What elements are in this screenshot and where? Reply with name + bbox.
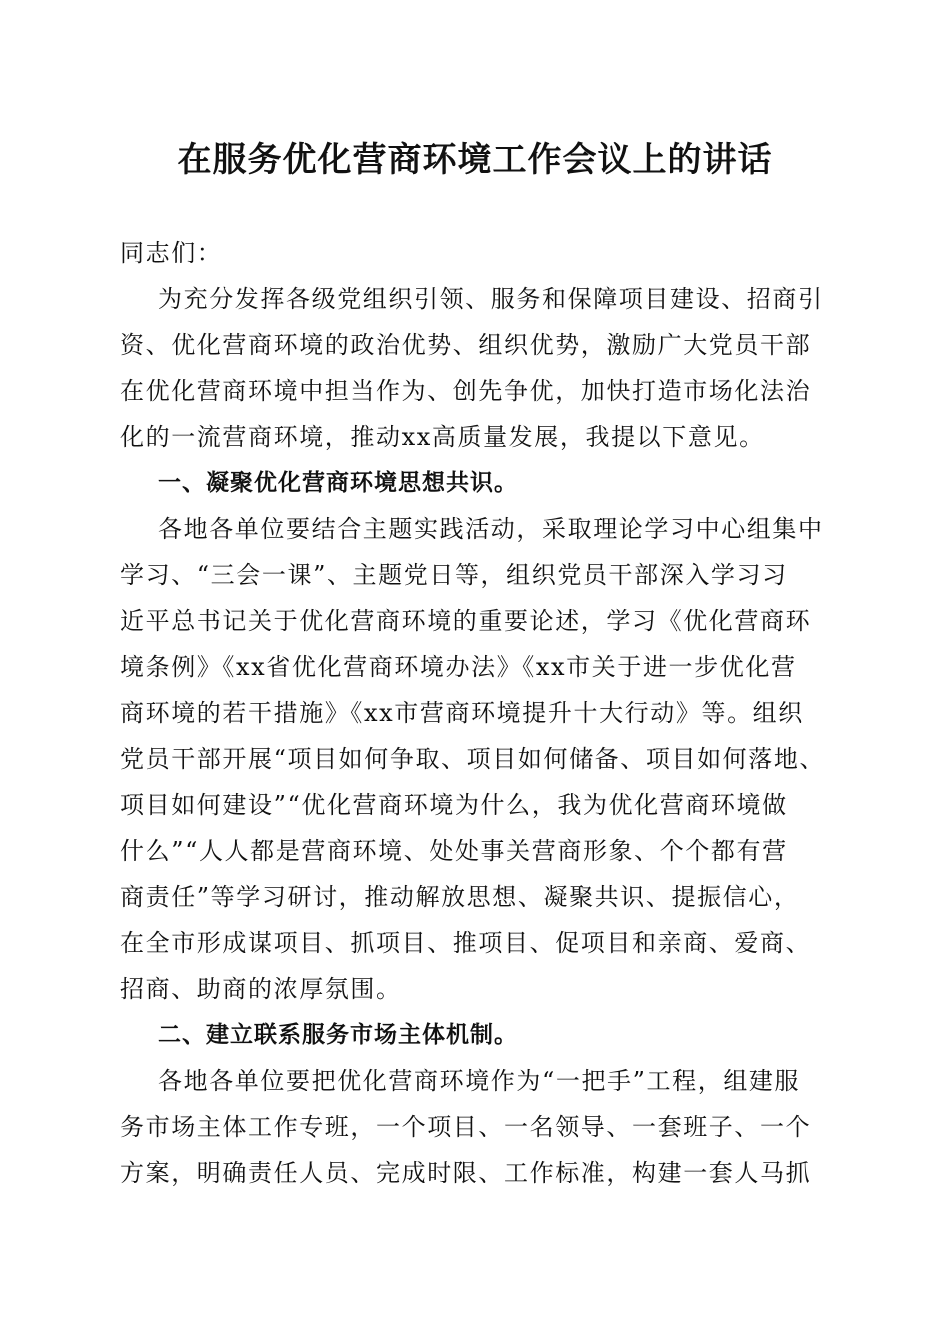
paragraph-line: 在全市形成谋项目、抓项目、推项目、促项目和亲商、爱商、 — [120, 929, 812, 957]
paragraph-line: 务市场主体工作专班，一个项目、一名领导、一套班子、一个 — [120, 1113, 812, 1141]
paragraph-line: 党员干部开展“项目如何争取、项目如何储备、项目如何落地、 — [120, 745, 826, 773]
paragraph-line: 各地各单位要把优化营商环境作为“一把手”工程，组建服 — [158, 1067, 801, 1095]
section-heading: 一、凝聚优化营商环境思想共识。 — [158, 470, 518, 496]
paragraph-line: 商责任”等学习研讨，推动解放思想、凝聚共识、提振信心， — [120, 883, 800, 911]
paragraph-line: 项目如何建设”“优化营商环境为什么，我为优化营商环境做 — [120, 791, 788, 819]
paragraph-line: 商环境的若干措施》《xx市营商环境提升十大行动》等。组织 — [120, 699, 804, 727]
salutation: 同志们： — [120, 239, 223, 267]
paragraph-line: 为充分发挥各级党组织引领、服务和保障项目建设、招商引 — [158, 285, 824, 313]
document-body — [120, 230, 830, 1196]
paragraph-line: 近平总书记关于优化营商环境的重要论述，学习《优化营商环 — [120, 607, 812, 635]
paragraph-line: 招商、助商的浓厚氛围。 — [120, 975, 402, 1003]
section-heading: 二、建立联系服务市场主体机制。 — [158, 1022, 518, 1048]
paragraph-line: 学习、“三会一课”、主题党日等，组织党员干部深入学习习 — [120, 561, 788, 589]
paragraph-line: 化的一流营商环境，推动xx高质量发展，我提以下意见。 — [120, 423, 765, 451]
paragraph-line: 资、优化营商环境的政治优势、组织优势，激励广大党员干部 — [120, 331, 812, 359]
paragraph-line: 什么”“人人都是营商环境、处处事关营商形象、个个都有营 — [120, 837, 788, 865]
document-title: 在服务优化营商环境工作会议上的讲话 — [177, 140, 773, 180]
paragraph-line: 在优化营商环境中担当作为、创先争优，加快打造市场化法治 — [120, 377, 812, 405]
paragraph-line: 境条例》《xx省优化营商环境办法》《xx市关于进一步优化营 — [120, 653, 797, 681]
paragraph-line: 各地各单位要结合主题实践活动，采取理论学习中心组集中 — [158, 515, 824, 543]
paragraph-line: 方案，明确责任人员、完成时限、工作标准，构建一套人马抓 — [120, 1159, 812, 1187]
